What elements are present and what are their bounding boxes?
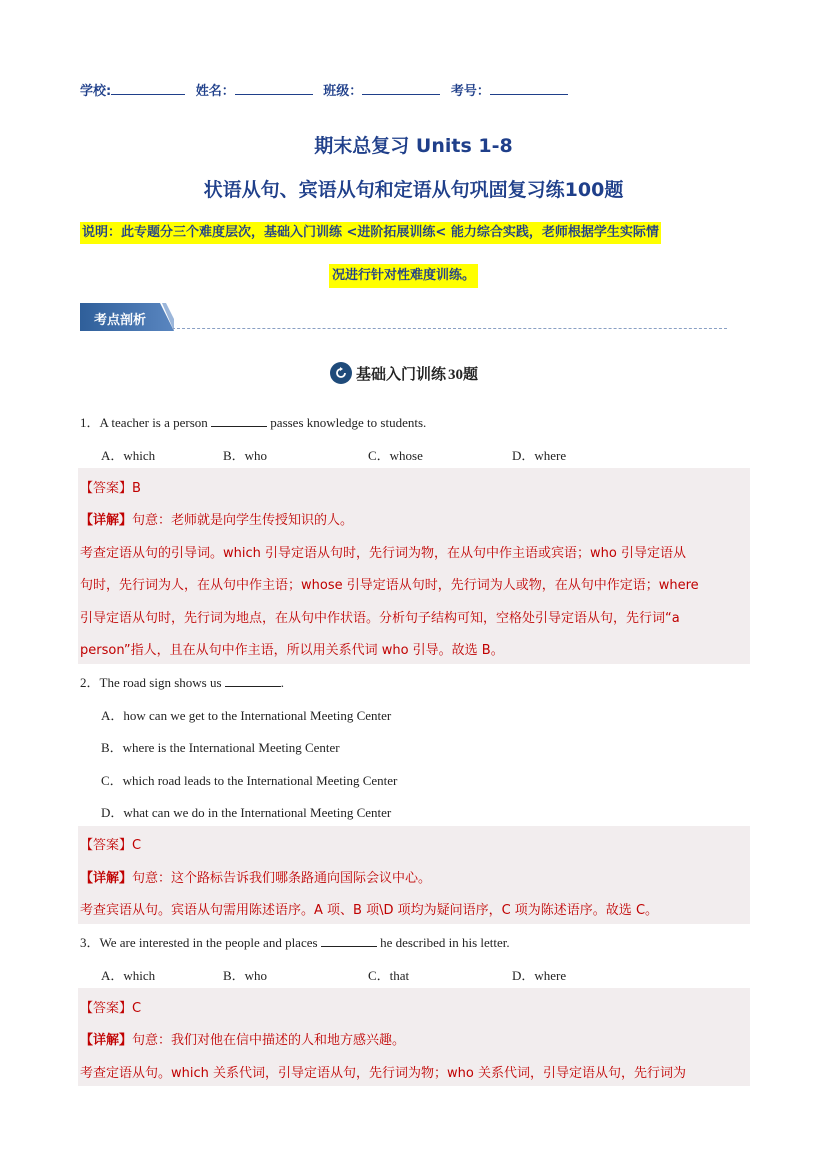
question-1-answer-box bbox=[78, 468, 750, 664]
question-1-answer: 【答案】B bbox=[80, 481, 141, 496]
question-3-detail-text: 句意：我们对他在信中描述的人和地方感兴趣。 bbox=[132, 1033, 406, 1048]
question-2-detail bbox=[80, 867, 431, 886]
page-subtitle: 状语从句、宾语从句和定语从句巩固复习练100题 bbox=[203, 179, 624, 201]
question-2-detail-label: 【详解】 bbox=[80, 871, 133, 886]
name-blank[interactable] bbox=[235, 81, 313, 95]
class-blank[interactable] bbox=[362, 81, 440, 95]
question-3-detail bbox=[80, 1029, 405, 1048]
question-2-text-a: 2．The road sign shows us bbox=[80, 675, 225, 690]
page-title: 期末总复习 Units 1-8 bbox=[314, 135, 513, 157]
question-1-option-d[interactable]: D．where bbox=[512, 448, 567, 463]
question-3-explain-line: 考查定语从句。which 关系代词，引导定语从句，先行词为物；who 关系代词，引导定语从句，先行词为 bbox=[80, 1066, 686, 1081]
question-1-detail-label: 【详解】 bbox=[80, 513, 133, 528]
question-3-text-b: he described in his letter. bbox=[376, 935, 510, 950]
question-3-option-d[interactable]: D．where bbox=[512, 968, 567, 983]
section-heading bbox=[330, 360, 478, 386]
question-1-option-c[interactable]: C．whose bbox=[368, 448, 423, 463]
question-3-option-c[interactable]: C．that bbox=[368, 968, 410, 983]
question-2-detail-text: 句意：这个路标告诉我们哪条路通向国际会议中心。 bbox=[132, 871, 432, 886]
question-1-stem bbox=[80, 412, 426, 431]
name-label: 姓名： bbox=[195, 84, 235, 99]
school-label: 学校: bbox=[80, 84, 112, 99]
question-2-blank bbox=[225, 675, 281, 687]
question-1-explain-line: person”指人，且在从句中作主语，所以用关系代词 who 引导。故选 B。 bbox=[80, 643, 504, 658]
banner-dashed-divider bbox=[172, 328, 727, 329]
class-label: 班级： bbox=[323, 84, 363, 99]
question-2-explain-line: 考查宾语从句。宾语从句需用陈述语序。A 项、B 项\D 项均为疑问语序，C 项为陈述语序。故选 C。 bbox=[80, 903, 659, 918]
question-1-option-a[interactable]: A．which bbox=[101, 448, 156, 463]
question-1-text-a: 1．A teacher is a person bbox=[80, 415, 212, 430]
question-2-option-d[interactable]: D．what can we do in the International Meeting Center bbox=[101, 805, 392, 820]
refresh-icon bbox=[330, 362, 352, 384]
student-info-fields bbox=[80, 80, 574, 100]
question-1-explain-line: 句时，先行词为人，在从句中作主语；whose 引导定语从句时，先行词为人或物，在从句中作定语；where bbox=[80, 578, 699, 593]
question-2-text-b: . bbox=[280, 675, 285, 690]
question-2-answer: 【答案】C bbox=[80, 838, 142, 853]
question-1-detail bbox=[80, 509, 353, 528]
question-1-blank bbox=[211, 415, 267, 427]
question-1-detail-text: 句意：老师就是向学生传授知识的人。 bbox=[132, 513, 354, 528]
school-blank[interactable] bbox=[111, 81, 185, 95]
question-1-explain-line: 引导定语从句时，先行词为地点，在从句中作状语。分析句子结构可知，空格处引导定语从句，先行词“a bbox=[80, 611, 680, 626]
question-2-option-c[interactable]: C．which road leads to the International Meeting Center bbox=[101, 773, 398, 788]
question-3-answer: 【答案】C bbox=[80, 1001, 142, 1016]
banner-label: 考点剖析 bbox=[94, 313, 147, 328]
exam-no-blank[interactable] bbox=[490, 81, 568, 95]
section-count: 30题 bbox=[448, 366, 479, 383]
question-3-blank bbox=[321, 935, 377, 947]
question-3-stem bbox=[80, 932, 510, 951]
question-3-text-a: 3．We are interested in the people and places bbox=[80, 935, 321, 950]
question-3-option-b[interactable]: B．who bbox=[223, 968, 268, 983]
question-1-explain-line: 考查定语从句的引导词。which 引导定语从句时，先行词为物，在从句中作主语或宾语；who 引导定语从 bbox=[80, 546, 686, 561]
question-2-option-b[interactable]: B．where is the International Meeting Center bbox=[101, 740, 340, 755]
instruction-note-line1: 说明：此专题分三个难度层次，基础入门训练 <进阶拓展训练< 能力综合实践，老师根据学生实际情 bbox=[80, 222, 661, 244]
section-title: 基础入门训练 bbox=[356, 364, 447, 383]
instruction-note-line2: 况进行针对性难度训练。 bbox=[329, 264, 478, 288]
question-1-text-b: passes knowledge to students. bbox=[267, 415, 427, 430]
question-2-stem bbox=[80, 672, 284, 691]
question-2-option-a[interactable]: A．how can we get to the International Meeting Center bbox=[101, 708, 392, 723]
question-1-option-b[interactable]: B．who bbox=[223, 448, 268, 463]
exam-no-label: 考号： bbox=[450, 84, 490, 99]
question-3-detail-label: 【详解】 bbox=[80, 1033, 133, 1048]
question-3-option-a[interactable]: A．which bbox=[101, 968, 156, 983]
